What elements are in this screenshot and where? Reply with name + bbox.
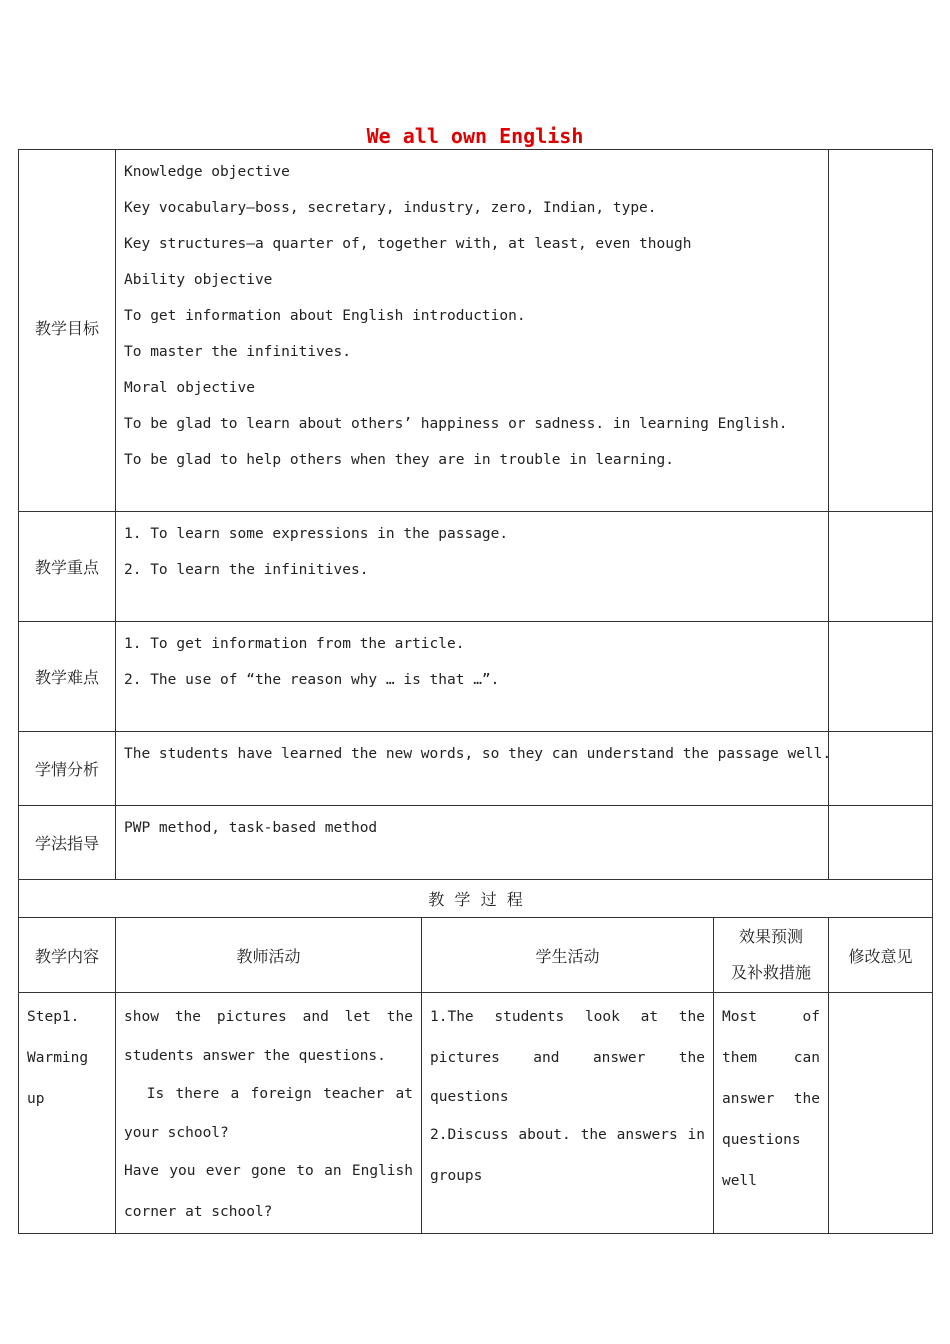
objective-line: Key structures—a quarter of, together with, at least, even though [124,236,692,252]
page-title: We all own English [366,124,584,148]
process-header: 教 学 过 程 [19,880,933,918]
key-points-label: 教学重点 [19,512,116,622]
step-name [19,993,116,1234]
step-name-line: Step1. [27,1009,80,1025]
col-student-header: 学生活动 [422,918,714,993]
effect-line: Most of [722,1009,820,1025]
objective-line: Ability objective [124,272,273,288]
objectives-row [19,150,933,512]
objective-line: To master the infinitives. [124,344,351,360]
student-activity-line: questions [430,1089,509,1105]
difficulties-content [116,622,829,732]
student-activity-line: 1.The students look at the [430,1009,705,1025]
difficulty-line: 2. The use of “the reason why … is that …”. [124,672,500,688]
objectives-notes[interactable] [829,150,933,512]
key-point-line: 1. To learn some expressions in the passage. [124,526,509,542]
objective-line: Knowledge objective [124,164,290,180]
process-columns-row [19,918,933,993]
step-row [19,993,933,1234]
col-effect-header [714,918,829,993]
plan-table [18,149,933,880]
process-header-row [19,880,933,918]
key-points-content [116,512,829,622]
analysis-notes[interactable] [829,732,933,806]
analysis-content [116,732,832,806]
key-point-line: 2. To learn the infinitives. [124,562,369,578]
difficulties-notes[interactable] [829,622,933,732]
method-row [19,806,933,880]
effect-line: questions [722,1132,801,1148]
objective-line: Moral objective [124,380,255,396]
method-content [116,806,829,880]
col-teacher-header: 教师活动 [116,918,422,993]
student-activity-line: groups [430,1168,483,1184]
objective-line: To be glad to learn about others’ happiness or sadness. in learning English. [124,416,788,432]
process-table [18,879,933,1234]
teacher-activity-line: students answer the questions. [124,1048,386,1064]
objective-line: Key vocabulary—boss, secretary, industry, zero, Indian, type. [124,200,657,216]
student-activity-line: pictures and answer the [430,1050,705,1066]
teacher-activity-line: show the pictures and let the [124,1009,413,1025]
col-content-header: 教学内容 [19,918,116,993]
objectives-label: 教学目标 [19,150,116,512]
teacher-activity-line: Have you ever gone to an English [124,1163,413,1179]
effect-line: well [722,1173,757,1189]
method-line: PWP method, task-based method [124,820,378,836]
key-points-row [19,512,933,622]
difficulties-label: 教学难点 [19,622,116,732]
objectives-content [116,150,829,512]
col-revision-header: 修改意见 [829,918,933,993]
method-label: 学法指导 [19,806,116,880]
effect-line: answer the [722,1091,820,1107]
col-effect-header-line2: 及补救措施 [730,963,811,982]
analysis-label: 学情分析 [19,732,116,806]
col-effect-header-line1: 效果预测 [738,927,803,946]
difficulties-row [19,622,933,732]
teacher-activity-line: Is there a foreign teacher at [124,1086,413,1102]
step-name-line: up [27,1091,45,1107]
revision-notes[interactable] [829,993,933,1234]
analysis-line: The students have learned the new words, so they can understand the passage well. [124,746,832,762]
effect-line: them can [722,1050,820,1066]
teacher-activity [116,993,422,1234]
teacher-activity-line: corner at school? [124,1204,273,1220]
analysis-row [19,732,933,806]
objective-line: To get information about English introduction. [124,308,526,324]
teacher-activity-line: your school? [124,1125,229,1141]
student-activity [422,993,714,1234]
method-notes[interactable] [829,806,933,880]
difficulty-line: 1. To get information from the article. [124,636,465,652]
key-points-notes[interactable] [829,512,933,622]
student-activity-line: 2.Discuss about. the answers in [430,1127,705,1143]
effect-prediction [714,993,829,1234]
objective-line: To be glad to help others when they are in trouble in learning. [124,452,674,468]
step-name-line: Warming [27,1050,89,1066]
